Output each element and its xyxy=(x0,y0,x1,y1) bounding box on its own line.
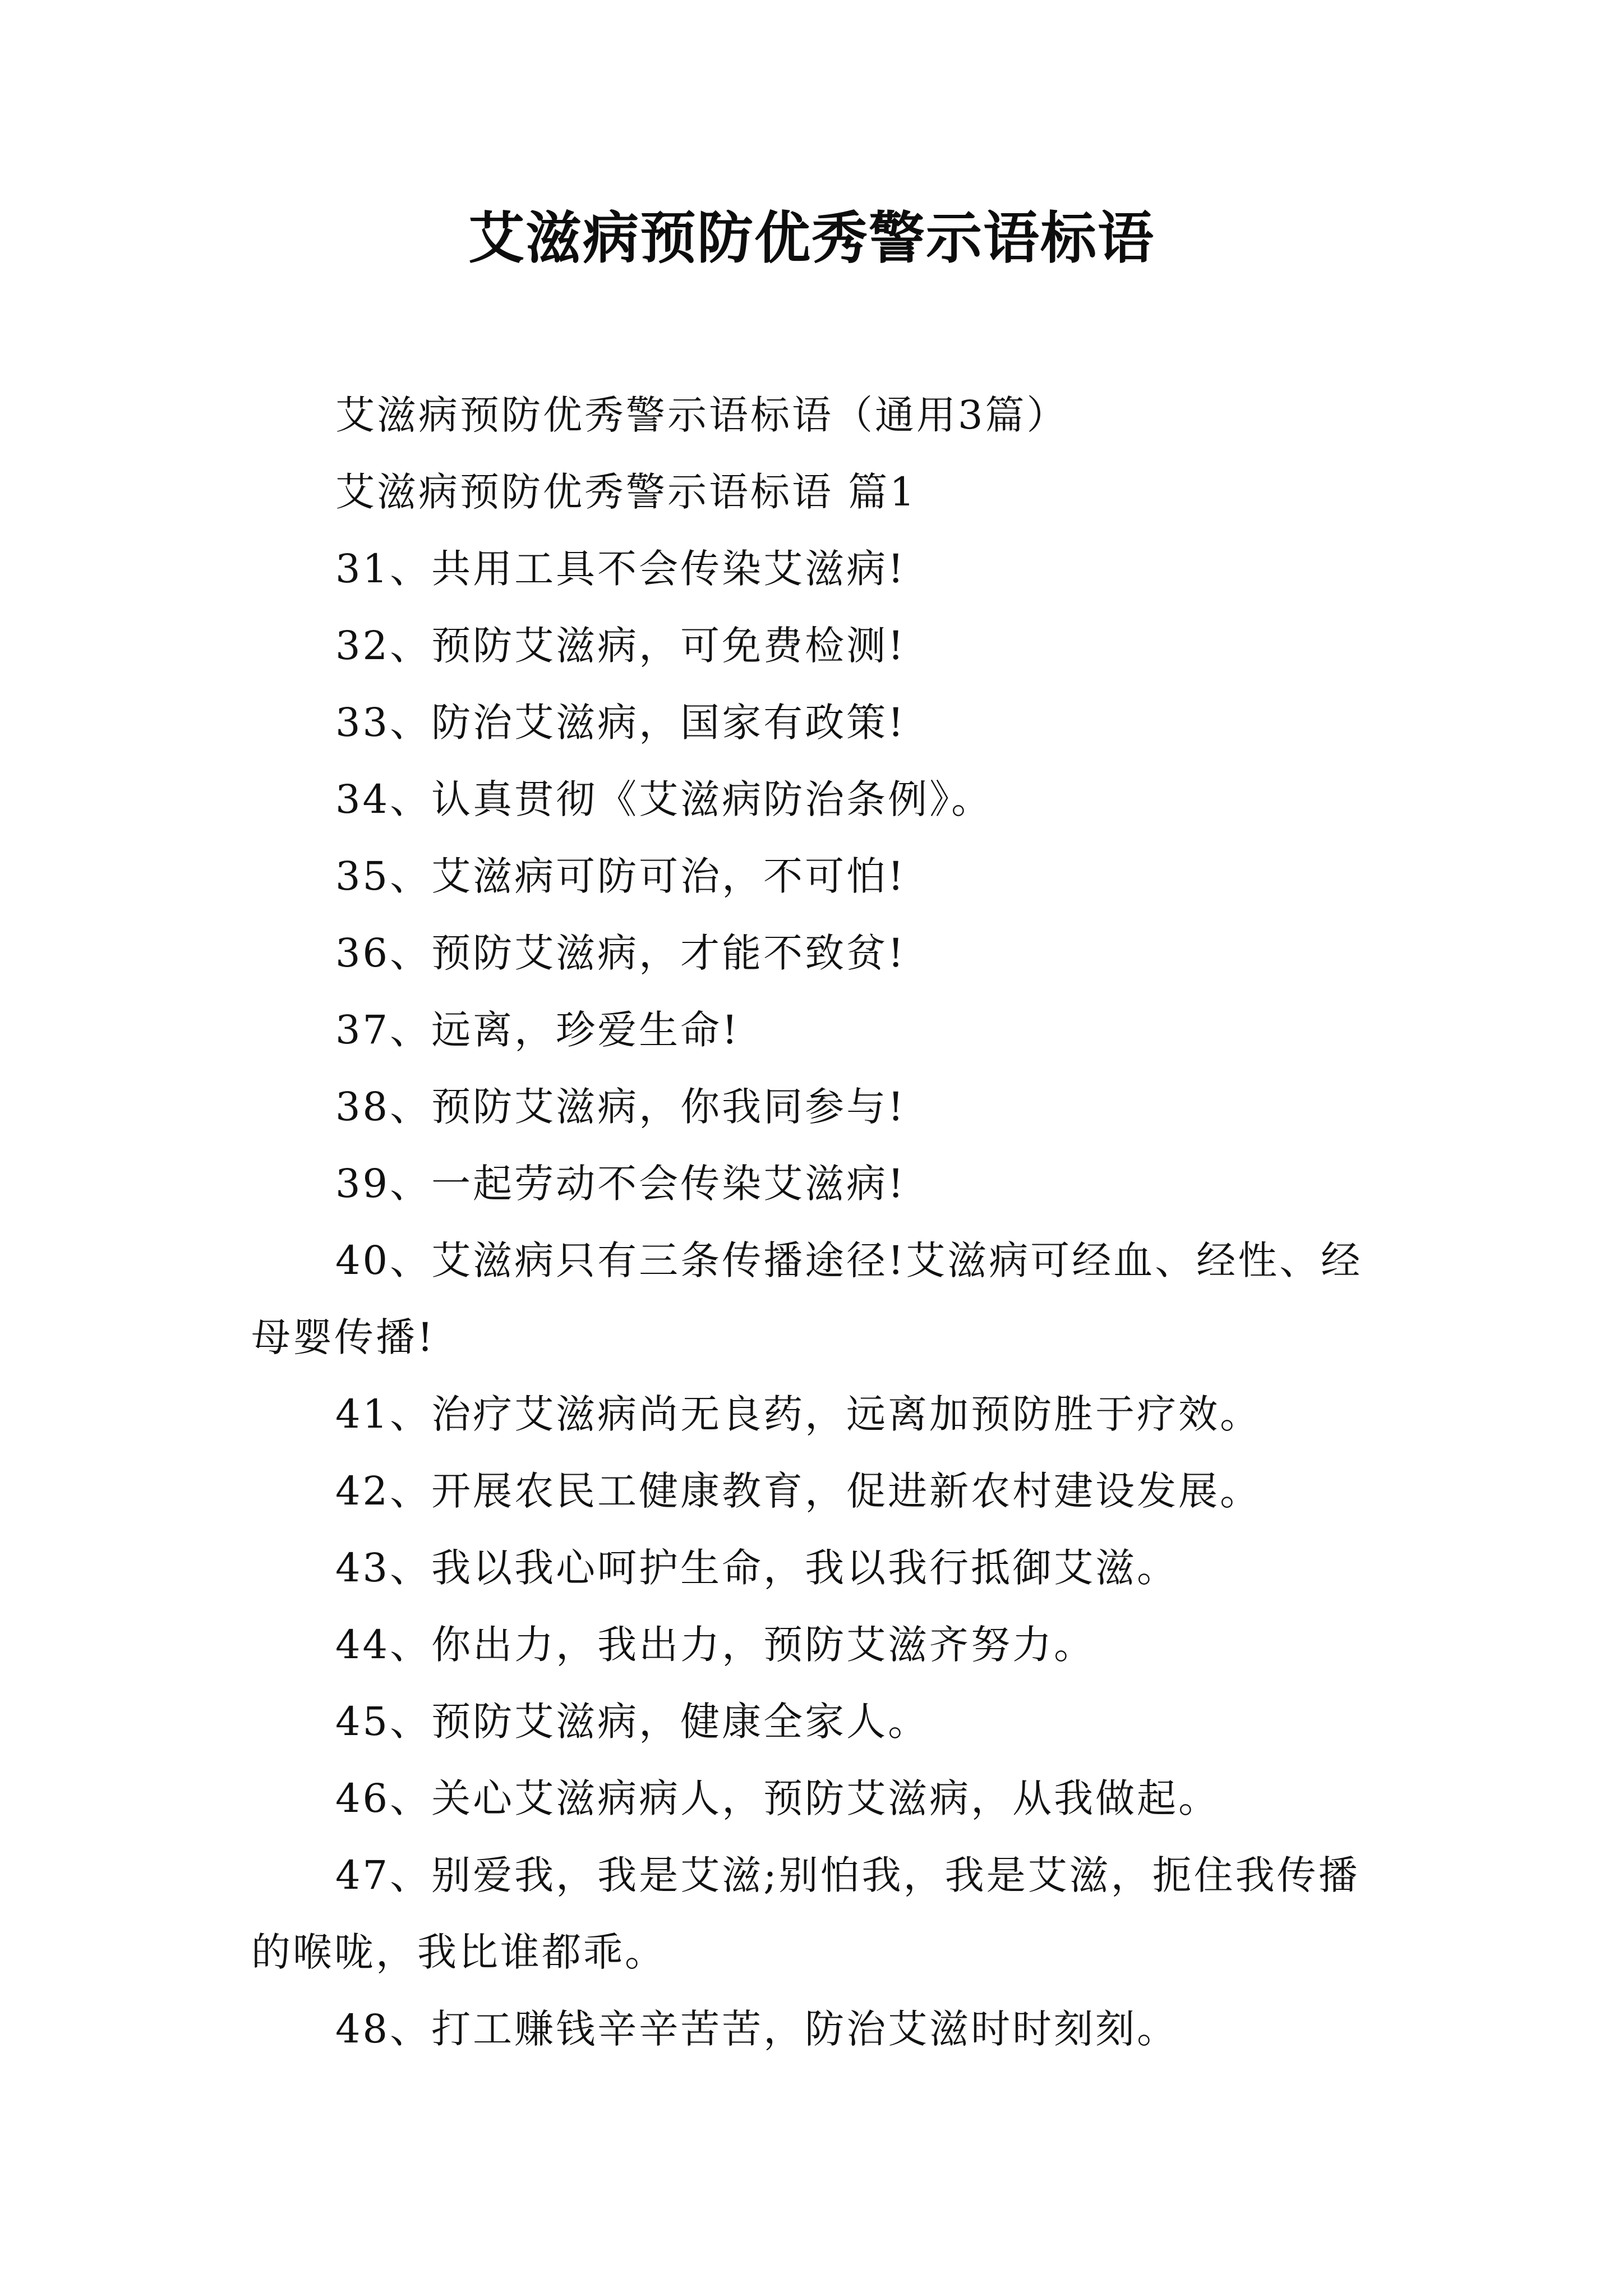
slogan-item: 40、艾滋病只有三条传播途径!艾滋病可经血、经性、经母婴传播! xyxy=(251,1237,1363,1360)
slogan-item: 33、防治艾滋病，国家有政策! xyxy=(335,700,906,746)
slogan-item: 38、预防艾滋病，你我同参与! xyxy=(335,1084,906,1130)
slogan-item: 46、关心艾滋病病人，预防艾滋病，从我做起。 xyxy=(335,1775,1220,1821)
slogan-item: 41、治疗艾滋病尚无良药，远离加预防胜于疗效。 xyxy=(335,1391,1262,1437)
slogan-item: 31、共用工具不会传染艾滋病! xyxy=(335,546,906,592)
slogan-item: 34、认真贯彻《艾滋病防治条例》。 xyxy=(335,776,993,822)
slogan-item: 45、预防艾滋病，健康全家人。 xyxy=(335,1699,930,1745)
slogan-item: 36、预防艾滋病，才能不致贫! xyxy=(335,930,906,976)
slogan-item: 35、艾滋病可防可治，不可怕! xyxy=(335,853,906,899)
document-body xyxy=(251,377,1390,2068)
slogan-item: 48、打工赚钱辛辛苦苦，防治艾滋时时刻刻。 xyxy=(335,2006,1179,2052)
slogan-item: 32、预防艾滋病，可免费检测! xyxy=(335,623,906,669)
section-heading: 艾滋病预防优秀警示语标语 篇1 xyxy=(335,469,917,515)
slogan-item: 44、你出力，我出力，预防艾滋齐努力。 xyxy=(335,1622,1096,1668)
document-title: 艾滋病预防优秀警示语标语 xyxy=(468,205,1155,271)
slogan-item: 47、别爱我，我是艾滋;别怕我，我是艾滋，扼住我传播的喉咙，我比谁都乖。 xyxy=(251,1852,1360,1975)
document-subtitle: 艾滋病预防优秀警示语标语（通用3篇） xyxy=(335,392,1068,438)
slogan-item: 37、远离，珍爱生命! xyxy=(335,1007,740,1053)
slogan-item: 43、我以我心呵护生命，我以我行抵御艾滋。 xyxy=(335,1545,1179,1591)
slogan-item: 42、开展农民工健康教育，促进新农村建设发展。 xyxy=(335,1468,1262,1514)
slogan-item: 39、一起劳动不会传染艾滋病! xyxy=(335,1161,906,1207)
